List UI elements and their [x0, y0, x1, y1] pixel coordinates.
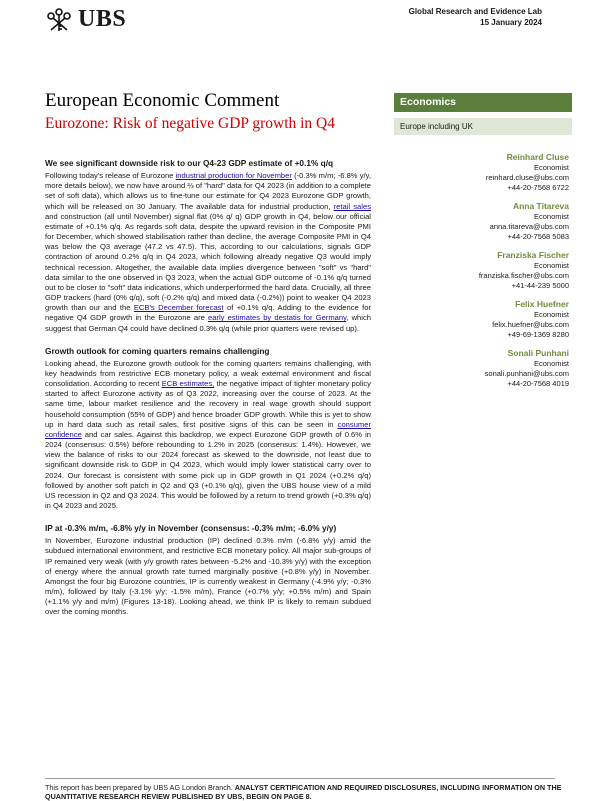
paragraph-text: Looking ahead, the Eurozone growth outlook for the coming quarters remains challenging, with key headwinds from restrictive ECB monetary policy, a weak external environment and fiscal consolidation. According to recent: [45, 358, 371, 389]
section-paragraph: [45, 359, 371, 511]
page-title: European Economic Comment: [45, 90, 280, 111]
contact-email[interactable]: reinhard.cluse@ubs.com: [485, 173, 569, 182]
paragraph-text: Following today's release of Eurozone: [45, 171, 176, 181]
contact-email[interactable]: felix.huefner@ubs.com: [492, 320, 569, 329]
contact-name: Franziska Fischer: [497, 250, 569, 260]
section-heading: We see significant downside risk to our Q4-23 GDP estimate of +0.1% q/q: [45, 158, 334, 168]
paragraph-text: of +0.1% q/q. Adding to the evidence for negative Q4 GDP growth in the Eurozone are: [45, 303, 371, 323]
page-subtitle: Eurozone: Risk of negative GDP growth in Q4: [45, 115, 336, 132]
contact-name: Reinhard Cluse: [506, 152, 569, 162]
paragraph-text: In November, Eurozone industrial production (IP) declined 0.3% m/m (-6.8% y/y) amid the subdued international environment, and restrictive ECB monetary policy. All major sub-groups of IP remained very weak (with y/y growth rates between -5.2% and -10.3% y/y) with the exception of energy where the annual growth rate turned marginally positive (+0.8% y/y) in November. Amongst the four big Eurozone countries, IP is currently weakest in Germany (-4.9% y/y; -0.3% m/m), followed by Italy (-3.1% y/y; -1.5% m/m), France (+0.7% y/y; +0.5% m/m) and Spain (+1.1% y/y and m/m) (Figures 13-18). Looking ahead, we think IP is likely to remain subdued over the coming months.: [45, 536, 371, 617]
retail-sales-link[interactable]: retail sales: [333, 201, 371, 211]
contact-phone: +44-20-7568 6722: [507, 183, 569, 192]
contact-card: [389, 348, 569, 389]
consumer-confidence-link[interactable]: consumer confidence: [45, 419, 371, 439]
contact-email[interactable]: franziska.fischer@ubs.com: [478, 271, 569, 280]
contact-phone: +44-20-7568 4019: [507, 379, 569, 388]
footer-divider: [45, 778, 555, 779]
footer-disclosure: ANALYST CERTIFICATION AND REQUIRED DISCLOSURES, INCLUDING INFORMATION ON THE QUANTITATIVE RESEARCH REVIEW PUBLISHED BY UBS, BEGIN ON PAGE 8.: [45, 783, 562, 801]
disclosure-footer: [45, 783, 565, 801]
paragraph-text: and construction (all until November) signal flat (0% q/ q) GDP growth in Q4, below our official estimate of +0.1% q/q. As regards soft data, despite the upward revision in the Composite PMI for December, which showed stabilisation rather than decline, the average Composite PMI in Q4 was below the Q3 average (47.2 vs 47.5). This, according to our calculations, signals GDP contraction of around 0.2% q/q in Q4 2023, which following already negative Q3 would imply technical recession. Altogether, the available data implies divergence between "soft" vs "hard" data similar to the one observed in Q3 2023, when the actual GDP outcome of -0.1% q/q turned out to be closer to "soft" data indications, which underperformed the hard data. Crucially, all three GDP trackers (hard (0% q/q), soft (-0.2% q/q) and mixed data (-0.2%)) point to weaker Q4 2023 growth than our and the: [45, 211, 371, 313]
destatis-link[interactable]: early estimates by destatis for Germany: [207, 313, 347, 323]
contact-phone: +41-44-239 5000: [511, 281, 569, 290]
paragraph-text: (-0.3% m/m; -6.8% y/y, more details below), we now have around ⅔ of "hard" data for Q4 2023 (in addition to a complete set of soft data), which allows us to fine-tune our estimate for Q4 2023 Eurozone GDP growth, which will be released on 30 January. The available data for industrial production,: [45, 171, 371, 211]
logo-text: UBS: [78, 6, 127, 32]
ip-release-link[interactable]: industrial production for November: [175, 171, 292, 181]
section-heading: IP at -0.3% m/m, -6.8% y/y in November (consensus: -0.3% m/m; -6.0% y/y): [45, 523, 337, 534]
contact-role: Economist: [533, 310, 569, 319]
header-info: [409, 6, 542, 28]
category-badge: Economics: [394, 93, 572, 112]
paragraph-text: the negative impact of tighter monetary policy started to affect Eurozone activity as of Q3 2022, increasing over the course of 2023. At the same time, labour market resilience and the recovery in real wage growth should support household consumption (55% of GDP) and hence broader GDP growth. While this is yet to show up in hard data such as retail sales, first positive signs of this can be seen in: [45, 379, 371, 429]
region-label: Europe including UK: [394, 118, 572, 135]
contact-email[interactable]: sonali.punhani@ubs.com: [484, 369, 569, 378]
contact-phone: +44-20-7568 5083: [507, 232, 569, 241]
contact-card: [389, 201, 569, 242]
contact-card: [389, 250, 569, 291]
contact-card: [389, 299, 569, 340]
ecb-forecast-link[interactable]: ECB's December forecast: [133, 303, 224, 313]
paragraph-text: , which suggest that German Q4 could have declined 0.3% q/q (while prior quarters were revised up).: [45, 313, 371, 333]
footer-text: This report has been prepared by UBS AG London Branch.: [45, 783, 235, 792]
contact-name: Sonali Punhani: [507, 348, 569, 358]
ecb-estimates-link[interactable]: ECB estimates,: [161, 379, 215, 389]
section-paragraph: [45, 171, 371, 334]
contact-role: Economist: [533, 212, 569, 221]
ubs-logo: [46, 6, 126, 33]
paragraph-text: and car sales. Against this backdrop, we expect Eurozone GDP growth of 0.6% in 2024 (consensus: 0.5%) before rebounding to 1.2% in 2025 (consensus: 1.4%). However, we view the balance of risks to our 2024 forecast as skewed to the downside, not least due to significant downside risk to GDP in Q4 2023, which would imply lower statistical carry over to 2024. Our forecast is consistent with some pick up in GDP growth in Q1 2024 (+0.2% q/q) followed by another soft patch in Q2 and Q3 (+0.1% q/q), given the UBS house view of a mild US recession in Q2 and Q3 2024. This would be followed by a return to trend growth (+0.3% q/q) in Q4 2023 and 2025.: [45, 429, 371, 510]
lab-name: Global Research and Evidence Lab: [408, 7, 542, 16]
analyst-contacts: [389, 152, 569, 397]
section-heading: Growth outlook for coming quarters remains challenging: [45, 345, 270, 356]
keys-logo-icon: [46, 7, 72, 33]
contact-name: Anna Titareva: [512, 201, 569, 211]
contact-role: Economist: [533, 261, 569, 270]
contact-email[interactable]: anna.titareva@ubs.com: [489, 222, 569, 231]
contact-name: Felix Huefner: [515, 299, 569, 309]
contact-card: [389, 152, 569, 193]
contact-role: Economist: [533, 359, 569, 368]
contact-role: Economist: [533, 163, 569, 172]
report-body: [45, 158, 371, 630]
contact-phone: +49-69-1369 8280: [507, 330, 569, 339]
section-paragraph: [45, 536, 371, 617]
report-date: 15 January 2024: [480, 18, 542, 27]
